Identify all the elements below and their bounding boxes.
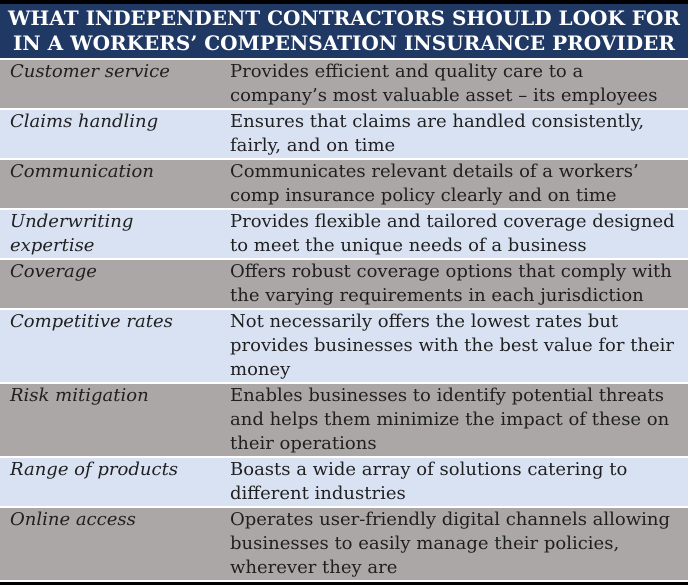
table-row <box>0 382 688 456</box>
row-label: Range of products <box>10 459 179 480</box>
row-description: Ensures that claims are handled consistently, fairly, and on time <box>230 111 645 156</box>
row-label: Risk mitigation <box>10 385 149 406</box>
row-description: Not necessarily offers the lowest rates but provides businesses with the best value for their money <box>230 311 675 380</box>
row-label: Claims handling <box>10 111 159 132</box>
row-label: Customer service <box>10 61 170 82</box>
row-description: Provides flexible and tailored coverage designed to meet the unique needs of a business <box>230 211 675 256</box>
table-row <box>0 506 688 580</box>
row-description: Enables businesses to identify potential threats and helps them minimize the impact of these on their operations <box>230 385 670 454</box>
row-label: Online access <box>10 509 136 530</box>
table-row <box>0 208 688 258</box>
row-description: Boasts a wide array of solutions catering to different industries <box>230 459 628 504</box>
row-description: Communicates relevant details of a workers’ comp insurance policy clearly and on time <box>230 161 639 206</box>
table-row <box>0 258 688 308</box>
row-label: Coverage <box>10 261 97 282</box>
row-description: Provides efficient and quality care to a company’s most valuable asset – its employees <box>230 61 658 106</box>
table-row <box>0 456 688 506</box>
table-title: WHAT INDEPENDENT CONTRACTORS SHOULD LOOK FOR IN A WORKERS’ COMPENSATION INSURANCE PROVIDER <box>7 6 681 55</box>
row-description: Operates user-friendly digital channels allowing businesses to easily manage their policies, wherever they are <box>230 509 671 578</box>
row-description: Offers robust coverage options that comply with the varying requirements in each jurisdiction <box>230 261 672 306</box>
table-row <box>0 58 688 108</box>
table-row <box>0 308 688 382</box>
table-row <box>0 158 688 208</box>
table-header <box>0 4 688 58</box>
row-label: Underwriting expertise <box>10 211 134 256</box>
table-row <box>0 108 688 158</box>
row-label: Competitive rates <box>10 311 173 332</box>
row-label: Communication <box>10 161 154 182</box>
